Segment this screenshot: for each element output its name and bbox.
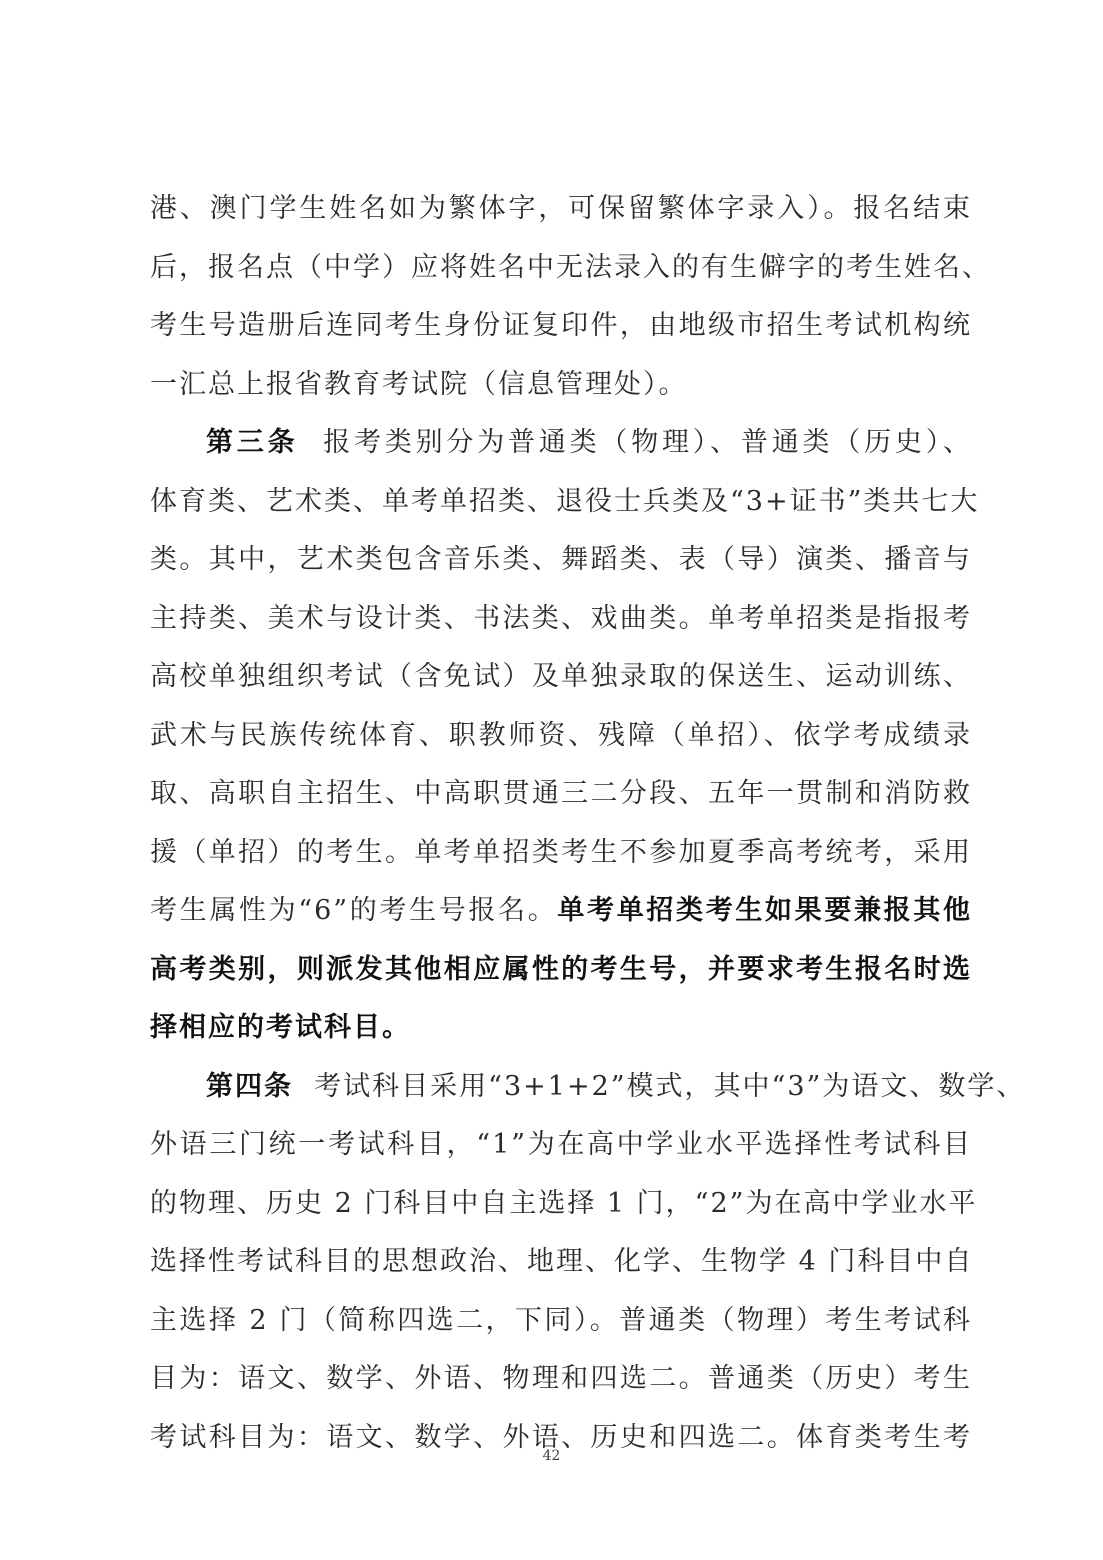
bold-text-line: 高考类别，则派发其他相应属性的考生号，并要求考生报名时选 xyxy=(150,953,972,985)
page-number: 42 xyxy=(542,1448,561,1464)
text-line: 一汇总上报省教育考试院（信息管理处）。 xyxy=(150,368,688,400)
bold-text-segment: 单考单招类考生如果要兼报其他 xyxy=(557,895,972,926)
text-line: 高校单独组织考试（含免试）及单独录取的保送生、运动训练、 xyxy=(150,661,972,692)
text-line: 考生号造册后连同考生身份证复印件，由地级市招生考试机构统 xyxy=(150,310,972,341)
text-line: 港、澳门学生姓名如为繁体字，可保留繁体字录入）。报名结束 xyxy=(150,193,972,224)
text-line: 的物理、历史 2 门科目中自主选择 1 门，“2”为在高中学业水平 xyxy=(150,1187,978,1219)
text-segment: 考试科目采用“3+1+2”模式，其中“3”为语文、数学、 xyxy=(314,1070,1026,1102)
article-3-first-line xyxy=(150,414,972,473)
text-line: 后，报名点（中学）应将姓名中无法录入的有生僻字的考生姓名、 xyxy=(150,251,991,283)
article-4-first-line xyxy=(150,1058,1026,1117)
text-line: 主持类、美术与设计类、书法类、戏曲类。单考单招类是指报考 xyxy=(150,602,972,634)
text-line: 类。其中，艺术类包含音乐类、舞蹈类、表（导）演类、播音与 xyxy=(150,544,972,575)
text-line: 外语三门统一考试科目，“1”为在高中学业水平选择性考试科目 xyxy=(150,1129,972,1160)
text-segment: 考生属性为“6”的考生号报名。 xyxy=(150,895,558,926)
body-text xyxy=(150,180,1026,1467)
text-line: 考试科目为：语文、数学、外语、历史和四选二。体育类考生考 xyxy=(150,1421,972,1453)
text-line: 主选择 2 门（简称四选二，下同）。普通类（物理）考生考试科 xyxy=(150,1304,972,1336)
text-line: 选择性考试科目的思想政治、地理、化学、生物学 4 门科目中自 xyxy=(150,1246,974,1277)
text-line: 武术与民族传统体育、职教师资、残障（单招）、依学考成绩录 xyxy=(150,719,972,751)
text-line: 援（单招）的考生。单考单招类考生不参加夏季高考统考，采用 xyxy=(150,836,972,868)
text-line: 目为：语文、数学、外语、物理和四选二。普通类（历史）考生 xyxy=(150,1363,972,1394)
text-segment: 报考类别分为普通类（物理）、普通类（历史）、 xyxy=(323,427,973,458)
bold-text-line: 择相应的考试科目。 xyxy=(150,1012,411,1043)
article-4-heading: 第四条 xyxy=(206,1070,293,1102)
article-3-heading: 第三条 xyxy=(206,427,299,458)
mixed-text-line xyxy=(150,882,972,941)
text-line: 取、高职自主招生、中高职贯通三二分段、五年一贯制和消防救 xyxy=(150,778,972,809)
text-line: 体育类、艺术类、单考单招类、退役士兵类及“3+证书”类共七大 xyxy=(150,485,980,517)
